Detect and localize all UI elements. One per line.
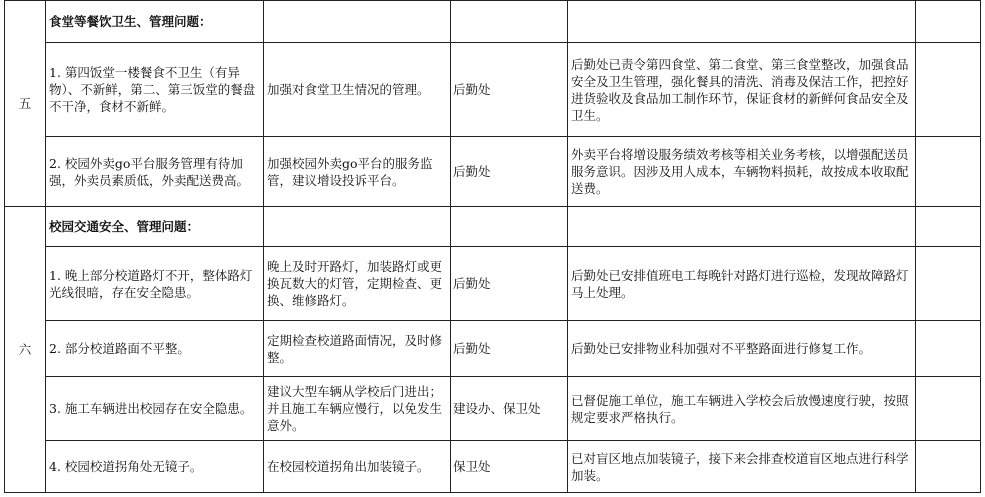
response-cell: 已对盲区地点加装镜子，接下来会排查校道盲区地点进行科学加装。 [568, 441, 916, 493]
response-cell: 外卖平台将增设服务绩效考核等相关业务考核，以增强配送员服务意识。因涉及用人成本，车辆物料损耗，故按成本收取配送费。 [568, 137, 916, 207]
issue-cell: 1. 第四饭堂一楼餐食不卫生（有异物）、不新鲜，第二、第三饭堂的餐盘不干净，食材不新鲜。 [46, 43, 264, 137]
section-heading: 校园交通安全、管理问题： [46, 207, 264, 247]
empty-cell [451, 1, 568, 43]
section-heading: 食堂等餐饮卫生、管理问题： [46, 1, 264, 43]
empty-cell [916, 137, 981, 207]
issue-cell: 2. 部分校道路面不平整。 [46, 321, 264, 377]
section-heading-row [5, 207, 981, 247]
empty-cell [916, 441, 981, 493]
section-heading-row [5, 1, 981, 43]
empty-cell [264, 207, 451, 247]
response-cell: 后勤处已安排值班电工每晚针对路灯进行巡检，发现故障路灯马上处理。 [568, 247, 916, 321]
empty-cell [568, 207, 916, 247]
section-number: 五 [5, 1, 46, 207]
department-cell: 后勤处 [451, 137, 568, 207]
empty-cell [916, 247, 981, 321]
department-cell: 建设办、保卫处 [451, 377, 568, 441]
suggestion-cell: 定期检查校道路面情况，及时修整。 [264, 321, 451, 377]
table-row [5, 247, 981, 321]
response-cell: 后勤处已安排物业科加强对不平整路面进行修复工作。 [568, 321, 916, 377]
suggestion-cell: 晚上及时开路灯，加装路灯或更换瓦数大的灯管，定期检查、更换、维修路灯。 [264, 247, 451, 321]
table-row [5, 321, 981, 377]
issue-cell: 2. 校园外卖go平台服务管理有待加强，外卖员素质低，外卖配送费高。 [46, 137, 264, 207]
issue-cell: 3. 施工车辆进出校园存在安全隐患。 [46, 377, 264, 441]
empty-cell [916, 377, 981, 441]
empty-cell [916, 207, 981, 247]
empty-cell [916, 1, 981, 43]
empty-cell [264, 1, 451, 43]
suggestion-cell: 加强对食堂卫生情况的管理。 [264, 43, 451, 137]
suggestion-cell: 加强校园外卖go平台的服务监管，建议增设投诉平台。 [264, 137, 451, 207]
empty-cell [916, 43, 981, 137]
issues-table [4, 0, 981, 493]
department-cell: 后勤处 [451, 43, 568, 137]
department-cell: 后勤处 [451, 247, 568, 321]
table-row [5, 137, 981, 207]
department-cell: 后勤处 [451, 321, 568, 377]
department-cell: 保卫处 [451, 441, 568, 493]
table-row [5, 377, 981, 441]
empty-cell [568, 1, 916, 43]
empty-cell [916, 321, 981, 377]
table-row [5, 43, 981, 137]
suggestion-cell: 建议大型车辆从学校后门进出；并且施工车辆应慢行，以免发生意外。 [264, 377, 451, 441]
issue-cell: 1. 晚上部分校道路灯不开，整体路灯光线很暗，存在安全隐患。 [46, 247, 264, 321]
issue-cell: 4. 校园校道拐角处无镜子。 [46, 441, 264, 493]
empty-cell [451, 207, 568, 247]
response-cell: 已督促施工单位，施工车辆进入学校会后放慢速度行驶，按照规定要求严格执行。 [568, 377, 916, 441]
response-cell: 后勤处已责令第四食堂、第二食堂、第三食堂整改，加强食品安全及卫生管理，强化餐具的清洗、消毒及保洁工作，把控好进货验收及食品加工制作环节，保证食材的新鲜何食品安全及卫生。 [568, 43, 916, 137]
table-row [5, 441, 981, 493]
suggestion-cell: 在校园校道拐角出加装镜子。 [264, 441, 451, 493]
section-number: 六 [5, 207, 46, 493]
